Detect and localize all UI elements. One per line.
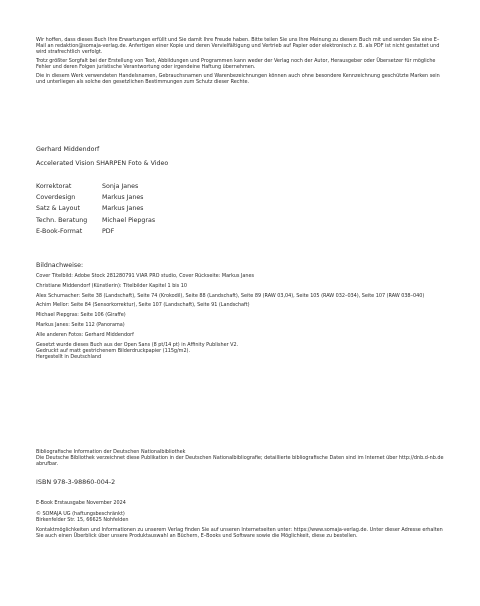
picture-credit-line: Christiane Middendorf (Künstlerin): Titelbilder Kapitel 1 bis 10 bbox=[36, 282, 187, 289]
author-name: Gerhard Middendorf bbox=[36, 146, 100, 153]
credit-row bbox=[36, 192, 155, 203]
book-heading bbox=[36, 146, 448, 168]
intro-paragraph-1: Wir hoffen, dass dieses Buch Ihre Erwartungen erfüllt und Sie damit Ihre Freude haben. Bitte teilen Sie uns Ihre Meinung zu diesem Buch mit und senden Sie eine E–Mail an redaktion@somaja-verlag.de. Anfertigen einer Kopie und deren Vervielfältigung und Vertrieb auf Papier oder elektronisch z. B. als PDF ist nicht gestattet und wird strafrechtlich verfolgt. bbox=[36, 37, 440, 56]
contact-text: Kontaktmöglichkeiten und Informationen zu unserem Verlag finden Sie auf unseren Internetseiten unter: https://www.somaja-verlag.de. Unter dieser Adresse erhalten Sie auch einen Überblick über unsere Produktauswahl an Büchern, E–Books und Software sowie die Möglichkeit, diese zu bestellen. bbox=[36, 526, 443, 539]
credit-name: Sonja Janes bbox=[102, 183, 139, 190]
picture-credit-line: Markus Janes: Seite 112 (Panorama) bbox=[36, 321, 125, 328]
credit-row bbox=[36, 226, 155, 237]
picture-credits-section bbox=[36, 262, 448, 360]
credit-name: Michael Piepgras bbox=[102, 216, 156, 224]
intro-paragraph-3: Die in diesem Werk verwendeten Handelsnamen, Gebrauchsnamen und Warenbezeichnungen können auch ohne besondere Kennzeichnung geschützte Marken sein und unterliegen als solche den gesetzlichen Bestimmungen zum Schutz dieser Rechte. bbox=[36, 73, 440, 86]
picture-credit-line: Alle anderen Fotos: Gerhard Middendorf bbox=[36, 331, 134, 338]
credit-name: Markus Janes bbox=[102, 194, 144, 202]
book-title: Accelerated Vision SHARPEN Foto & Video bbox=[36, 160, 169, 167]
biblio-heading: Bibliografische Information der Deutschen Nationalbibliothek bbox=[36, 449, 186, 455]
picture-credit-line: Achim Mellor: Seite 84 (Sensorkorrektur), Seite 107 (Landschaft), Seite 91 (Landschaft) bbox=[36, 302, 250, 309]
credit-row bbox=[36, 203, 155, 214]
credit-role: Coverdesign bbox=[36, 194, 76, 202]
credit-role: E-Book-Format bbox=[36, 227, 83, 235]
edition-block bbox=[36, 500, 448, 539]
isbn-number: ISBN 978-3-98860-004-2 bbox=[36, 478, 116, 486]
print-info-line: Gedruckt auf matt gestrichenem Bilderdruckpapier (115g/m2). bbox=[36, 347, 191, 354]
credit-role: Techn. Beratung bbox=[36, 216, 88, 224]
edition-text: E-Book Erstausgabe November 2024 bbox=[36, 500, 126, 506]
credit-row bbox=[36, 181, 155, 192]
biblio-text: Die Deutsche Bibliothek verzeichnet diese Publikation in der Deutschen Nationalbibliografie; detaillierte bibliografische Daten sind im Internet über http://dnb.d-nb.de abrufbar. bbox=[36, 455, 444, 468]
credit-row bbox=[36, 215, 155, 226]
publisher-name: © SOMAJA UG (haftungsbeschränkt) bbox=[36, 510, 125, 517]
credits-table bbox=[36, 181, 155, 237]
picture-credits-heading: Bildnachweise: bbox=[36, 262, 84, 269]
picture-credit-line: Michael Piepgras: Seite 106 (Giraffe) bbox=[36, 312, 126, 319]
picture-credit-line: Alex Schumacher: Seite 38 (Landschaft), Seite 74 (Krokodil), Seite 88 (Landschaft), Seite 89 (RAW 03,04), Seite 105 (RAW 032–034), Seite 107 (RAW 038–040) bbox=[36, 292, 425, 299]
isbn-block bbox=[36, 478, 448, 486]
picture-credit-line: Cover Titelbild: Adobe Stock 281280791 VIAR PRO studio, Cover Rückseite: Markus Janes bbox=[36, 273, 255, 279]
credit-role: Korrektorat bbox=[36, 183, 72, 190]
print-info-line: Gesetzt wurde dieses Buch aus der Open Sans (8 pt/14 pt) in Affinity Publisher V2. bbox=[36, 341, 239, 348]
credit-name: Markus Janes bbox=[102, 205, 144, 213]
credit-name: PDF bbox=[102, 227, 115, 235]
intro-paragraph-2: Trotz größter Sorgfalt bei der Erstellung von Text, Abbildungen und Programmen kann weder der Verlag noch der Autor, Herausgeber oder Übersetzer für mögliche Fehler und deren Folgen juristische Verantwortung oder irgendeine Haftung übernehmen. bbox=[36, 58, 436, 71]
credit-role: Satz & Layout bbox=[36, 205, 80, 213]
publisher-address: Birkenfelder Str. 15, 66625 Nohfelden bbox=[36, 516, 129, 523]
intro-section bbox=[36, 37, 448, 86]
biblio-section bbox=[36, 449, 448, 468]
print-info-line: Hergestellt in Deutschland bbox=[36, 353, 102, 360]
